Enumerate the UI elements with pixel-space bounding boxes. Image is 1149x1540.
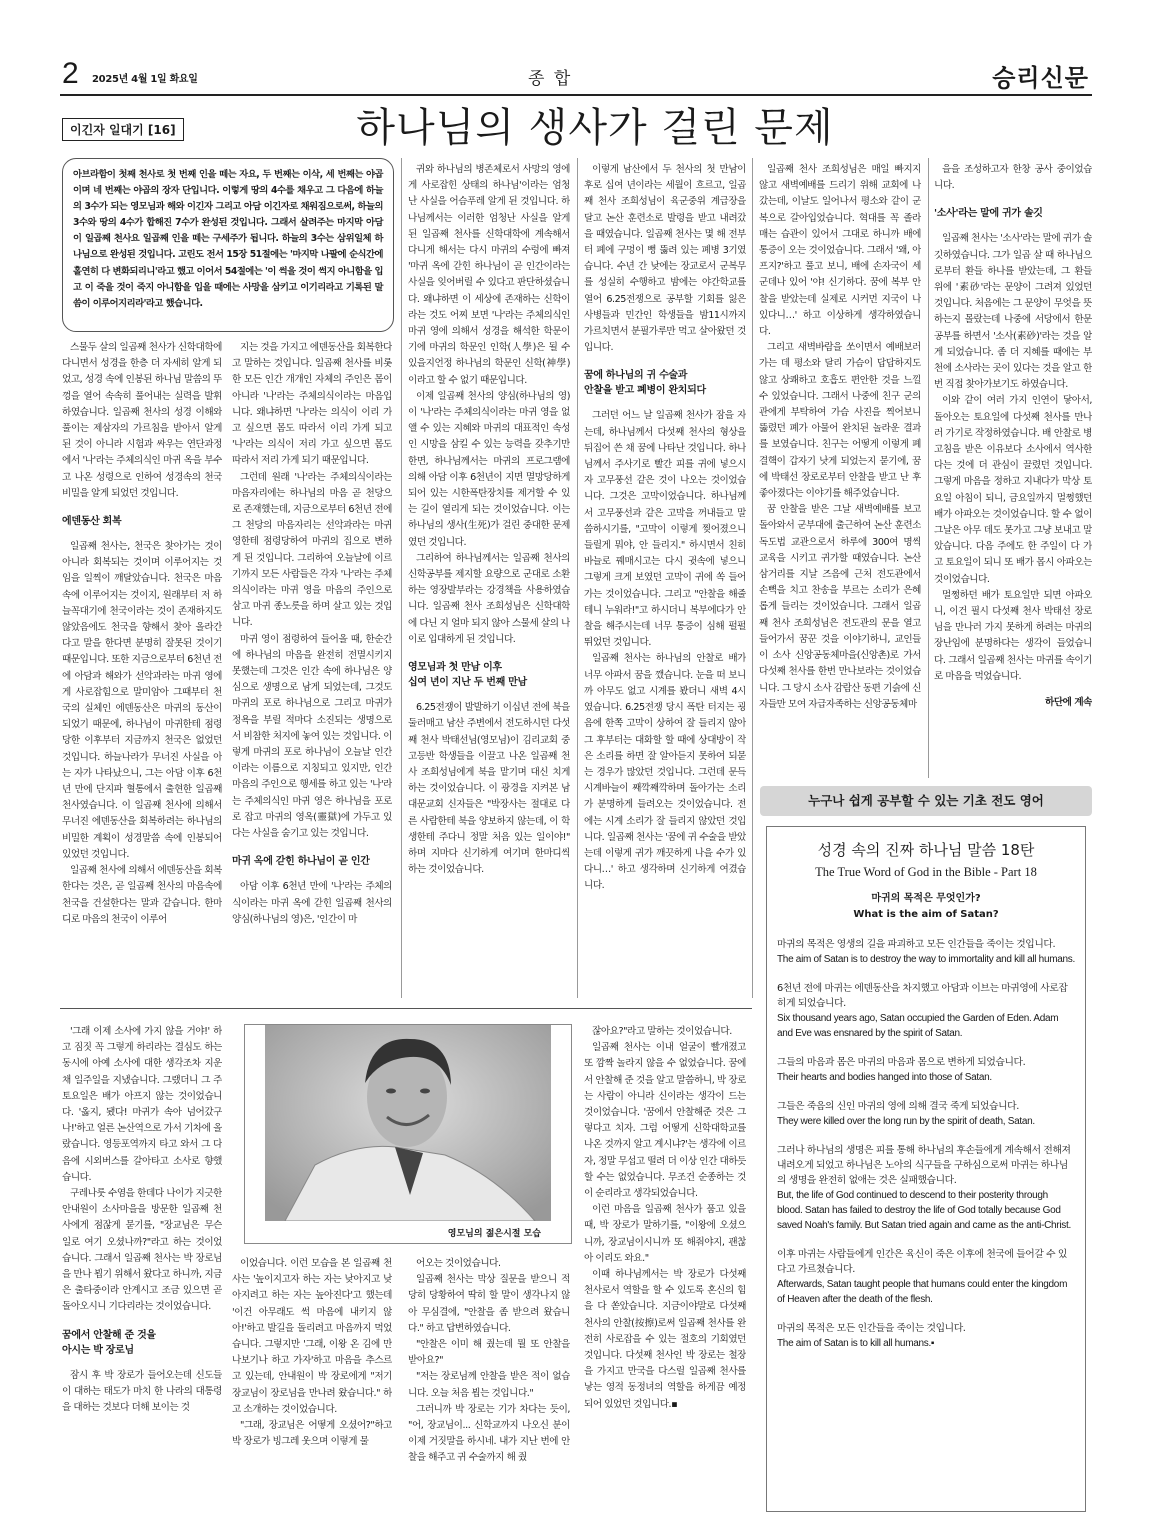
article-column-3 <box>408 162 570 1002</box>
english-sentence: Six thousand years ago, Satan occupied the Garden of Eden. Adam and Eve was ensnared by the spirit of Satan. <box>777 1013 1059 1039</box>
column-divider <box>577 158 578 998</box>
bilingual-pair <box>777 937 1075 967</box>
article-column-1 <box>62 340 222 1000</box>
bilingual-pair <box>777 1321 1075 1351</box>
korean-sentence: 6천년 전에 마귀는 에덴동산을 차지했고 아담과 이브는 마귀영에 사로잡히게 되었습니다. <box>777 983 1068 1009</box>
column-divider <box>752 158 753 998</box>
paragraph: 잠시 후 박 장로가 들어오는데 신도들이 대하는 태도가 마치 한 나라의 대통령을 대하는 것보다 더해 보이는 것 <box>62 1369 222 1414</box>
paragraph: "안찰은 이미 해 줬는데 뭘 또 안찰을 받아요?" <box>408 1339 570 1367</box>
paragraph: 이었습니다. 이런 모습을 본 일곱째 천사는 '높이지고자 하는 자는 낮아지고 낮아지려고 하는 자는 높아진다'고 했는데 '이건 아무래도 썩 마음에 내키지 않아!'하고 발길을 돌리려고 마음까지 먹었습니다. 그렇지만 '그래, 이왕 온 김에 만나보기나 하고 가자'하고 마음을 추스르고 있는데, 안내원이 박 장로에게 "저기 장교님이 장로님을 만나려 왔습니다." 하고 소개하는 것이었습니다. <box>232 1258 392 1415</box>
bilingual-pair <box>777 1143 1075 1233</box>
subheading: '소사'라는 말에 귀가 솔깃 <box>934 208 1043 220</box>
bilingual-pair <box>777 1099 1075 1129</box>
paragraph: 그리하여 하나님께서는 일곱째 천사의 신학공부를 제지할 요량으로 군대로 소환하는 영장발부라는 강경책을 사용하였습니다. 일곱째 천사 조희성님은 신학대학에 다닌 지 얼마 되지 않아 스물세 살의 나이로 입대하게 된 것입니다. <box>408 552 570 645</box>
sidebar-pairs <box>777 937 1075 1351</box>
article-column-4 <box>584 162 746 1002</box>
paragraph: 그런데 원래 '나'라는 주체의식이라는 마음자리에는 하나님의 마음 곧 천당으로 존재했는데, 지금으로부터 6천년 전에 그 천당의 마음자리는 선악과라는 마귀 영한테 점령당하여 마귀의 집으로 변하게 된 것입니다. 그리하여 오늘날에 이르기까지 모든 사람들은 각자 '나'라는 주체의식이라는 마귀 영을 마음의 주인으로 삼고 마귀 종노릇을 하며 살고 있는 것입니다. <box>232 471 392 629</box>
section-rule <box>60 1008 752 1009</box>
paragraph: 일곱째 천사는 막상 질문을 받으니 적당히 당황하여 딱히 할 말이 생각나지 않아 무심결에, "안찰을 좀 받으려 왔습니다." 하고 답변하였습니다. <box>408 1274 570 1334</box>
series-tag: 이긴자 일대기 [16] <box>62 118 184 141</box>
paragraph: 어오는 것이었습니다. <box>416 1258 501 1269</box>
paragraph: 아담 이후 6천년 만에 '나'라는 주체의식이라는 마귀 옥에 갇힌 일곱째 천사의 양심(하나님의 영)은, '인간이 마 <box>232 881 392 925</box>
paragraph: 일곱째 천사는 하나님의 안찰로 배가 너무 아파서 꿈을 깼습니다. 눈을 떠 보니까 아무도 없고 시계를 봤더니 새벽 4시였습니다. 6.25전쟁 당시 폭탄 터지는 굉음에 한쪽 고막이 상하여 잘 들리지 않아 그 후부터는 대화할 할 때에 상대방이 작은 소리를 하면 잘 알아듣지 못하여 되묻는 경우가 많았던 것입니다. 그런데 문득 시계바늘이 째깍째깍하며 돌아가는 소리가 분명하게 들려오는 것이었습니다. 전에는 시계 소리가 잘 들리지 않았던 것입니다. 일곱째 천사는 '꿈에 귀 수술을 받았는데 이렇게 귀가 깨끗하게 나을 수가 있다니…' 하고 생각하며 신기하게 여겼습니다. <box>584 653 746 892</box>
english-sentence: But, the life of God continued to descend to their posterity through blood. Satan has failed to destroy the life of God totally because God saved Noah's family. But Satan tried again and came as the anti-Christ. <box>777 1190 1071 1231</box>
article-column-6 <box>934 162 1092 782</box>
paragraph: 꿈 안찰을 받은 그날 새벽예배를 보고 돌아와서 군부대에 출근하여 논산 훈련소 독도법 교관으로서 하루에 300여 명씩 교육을 시키고 귀가할 때였습니다. 논산 삼거리를 지날 즈음에 근처 전도관에서 손뼉을 치고 찬송을 부르는 소리가 은혜롭게 들리는 것이었습니다. 그래서 일곱째 천사 조희성님은 전도관의 문을 열고 들어가서 꿈꾼 것을 이야기하니, 교인들이 소사 신앙공동체마을(신앙촌)로 가서 다섯째 천사를 한번 만나보라는 것이었습니다. 그 당시 소사 감람산 동편 기슭에 신자들만 모여 자급자족하는 신앙공동체마 <box>759 504 921 710</box>
article-column-2 <box>232 340 392 1000</box>
column-divider <box>401 158 402 998</box>
paragraph: 잖아요?"라고 말하는 것이었습니다. <box>592 1026 732 1037</box>
lower-column-1 <box>62 1024 222 1520</box>
paragraph: 스물두 살의 일곱째 천사가 신학대학에 다니면서 성경을 한층 더 자세히 알게 되었고, 성경 속에 인봉된 하나님 말씀의 뚜껑을 열어 속속히 풀어내는 실력을 발휘하였습니다. 일곱째 천사의 성경 이해와 풀이는 제삼자의 가르침을 받아서 알게 된 것이 아니라 시험과 싸우는 연단과정에서 '나'라는 주체의식인 마귀 옥을 부수고 나온 성령으로 인하여 성경속의 천국 비밀을 알게 되었던 것입니다. <box>62 342 222 499</box>
paragraph: "그래, 장교님은 어떻게 오셨어?"하고 박 장로가 빙그레 웃으며 이렇게 물 <box>232 1420 392 1448</box>
korean-sentence: 마귀의 목적은 영생의 길을 파괴하고 모든 인간들을 죽이는 것입니다. <box>777 939 1056 950</box>
issue-date: 2025년 4월 1일 화요일 <box>92 74 198 85</box>
paragraph: 멀쩡하던 배가 토요일만 되면 아파오니, 이건 필시 다섯째 천사 박태선 장로님을 만나러 가지 못하게 하려는 마귀의 장난임에 분명하다는 생각이 들었습니다. 그래서 일곱째 천사는 마귀를 속이기로 마음을 먹었습니다. <box>934 589 1092 682</box>
subheading: 꿈에 하나님의 귀 수술과 안찰을 받고 폐병이 완치되다 <box>584 370 706 397</box>
sidebar-title-en: The True Word of God in the Bible - Part 18 <box>815 865 1037 879</box>
subheading: 꿈에서 안찰해 준 것을 아시는 박 장로님 <box>62 1329 156 1356</box>
paragraph: 이런 마음을 일곱째 천사가 품고 있을 때, 박 장로가 말하기를, "이왕에 오셨으니까, 장교님이시니까 또 해줘야지, 괜찮아 이리도 와요." <box>584 1204 746 1264</box>
lower-column-2 <box>232 1256 392 1520</box>
paragraph: 을을 조성하고자 한창 공사 중이었습니다. <box>934 164 1092 192</box>
paragraph: 구레나룻 수염을 한데다 나이가 지긋한 안내원이 소사마을을 방문한 일곱째 천사에게 점잖게 묻기를, "장교님은 무슨 일로 여기 오셨나까?"라고 하는 것이었습니다. 그래서 일곱째 천사는 박 장로님을 만나 뵙기 위해서 왔다고 하니까, 지금은 출타중이라 안계시고 조금 있으면 곧 돌아오시니 기다리라는 것이었습니다. <box>62 1188 222 1313</box>
paragraph: 일곱째 천사는 이내 얼굴이 빨개졌고 또 깜짝 놀라지 않을 수 없었습니다. 꿈에서 안찰해 준 것을 알고 말씀하니, 박 장로는 사람이 아니라 신이라는 생각이 드는 것이었습니다. '꿈에서 안찰해준 것은 그렇다고 치자. 그럼 어떻게 신학대학교를 나온 것까지 알고 계시냐?'는 생각에 이르자, 정말 무섭고 떨려 더 이상 인간 대하듯 할 수는 없었습니다. 무조건 순종하는 것이 순리라고 생각되었습니다. <box>584 1042 746 1200</box>
paragraph: 그러던 어느 날 일곱째 천사가 잠을 자는데, 하나님께서 다섯째 천사의 형상을 뒤집어 쓴 채 꿈에 나타난 것입니다. 하나님께서 주사기로 빨간 피를 귀에 넣으시자 고무풍선 같은 것이 나오는 것이었습니다. 그것은 고막이었습니다. 하나님께서 고무풍선과 같은 고막을 꺼내들고 말씀하시기를, "고막이 이렇게 찢어졌으니 들릴게 뭐야, 안 들리지." 하시면서 친히 바늘로 꿰매시고는 다시 귓속에 넣으니 그렇게 크게 보였던 고막이 귀에 쏙 들어가는 것이었습니다. 그리고 "안찰을 해줄 테니 누워라!"고 하시더니 복부에다가 안찰을 해주시는데 너무 통증이 심해 펄펄 뛰었던 것입니다. <box>584 410 746 649</box>
paragraph: 6.25전쟁이 발발하기 이십년 전에 북을 둘러매고 남산 주변에서 전도하시던 다섯째 천사 박태선님(영모님)이 김리교회 중고등반 학생들을 이끌고 나온 일곱째 천사 조희성님에게 북을 맡기며 대신 치게 하는 것이었습니다. 이 광경을 지켜본 남대문교회 신자들은 "박장사는 절대로 다른 사람한테 북을 양보하지 않는데, 이 학생한테 주다니 정말 처음 있는 일이야!" 하며 지마다 신기하게 여기며 한마디씩 하는 것이었습니다. <box>408 702 570 876</box>
english-sentence: Their hearts and bodies hanged into those of Satan. <box>777 1072 992 1083</box>
article-column-5 <box>759 162 921 782</box>
portrait-photo <box>245 1025 571 1221</box>
column-divider <box>928 158 929 778</box>
lead-box <box>62 158 394 332</box>
bilingual-pair <box>777 981 1075 1041</box>
paragraph: 일곱째 천사에 의해서 에덴동산을 회복한다는 것은, 곧 일곱째 천사의 마음속에 천국을 건설한다는 말과 같습니다. 한마디로 마음의 천국이 이루어 <box>62 865 222 925</box>
section-name: 종 합 <box>528 69 573 89</box>
sidebar-question-en: What is the aim of Satan? <box>853 909 999 920</box>
continued-note: 하단에 계속 <box>1045 697 1092 709</box>
paragraph: 귀와 하나님의 병존체로서 사망의 영에게 사로잡힌 상태의 하나님'이라는 엄청난 사실을 어슴푸레 알게 된 것입니다. 하나님께서는 이러한 엄청난 사실을 알게 된 일곱째 천사를 신학대학에 계속해서 다니게 해서는 다시 마귀의 수렁에 빠져 '마귀 옥에 갇힌 하나님이 곧 인간이라는 사실을 잊어버릴 수 있다고 판단하셨습니다. 왜냐하면 이 세상에 존재하는 신학이라는 것도 어찌 보면 '나'라는 주체의식인 마귀 영에 의해서 성경을 해석한 학문이기에 마귀의 학문인 인학(人學)은 될 수 있을지언정 하나님의 학문인 신학(神學)이라고 할 수 없기 때문입니다. <box>408 164 570 386</box>
lead-text: 아브라함이 첫째 천사로 첫 번째 인을 떼는 자요, 두 번째는 이삭, 세 번째는 야곱이며 네 번째는 야곱의 장자 단입니다. 이렇게 땅의 4수를 채우고 그 다음에 하늘의 3수가 되는 영모님과 해와 이긴자 그리고 아담 이긴자로 채워짐으로써, 하늘의 3수와 땅의 4수가 합해진 7수가 완성된 것입니다. 그래서 살려주는 마지막 아담이 일곱째 천사요 일곱째 인을 떼는 구세주가 됩니다. 하늘의 3수는 삼위일체 하나님으로 완성된 것입니다. 고린도 전서 15장 51절에는 '마지막 나팔에 순식간에 홀연히 다 변화되리니'라고 했고 이어서 54절에는 '이 썩을 것이 썩지 아니함을 입고 이 죽을 것이 죽지 아니함을 입을 때에는 사망을 삼키고 이기리라고 기록된 말씀이 이루어지리라'라고 했습니다. <box>73 169 383 309</box>
page-number: 2 <box>62 57 79 90</box>
paragraph: 이제 일곱째 천사의 양심(하나님의 영)이 '나'라는 주체의식이라는 마귀 영을 없앨 수 있는 지혜와 마귀의 대표적인 속성인 시망을 삼킬 수 있는 능력을 갖추기만 한면, 하나님께서는 마귀의 프로그램에 의해 아담 이후 6천년이 지면 멸망당하게 되어 있는 시한폭탄장치를 제거할 수 있는 길이 열리게 되는 것이었습니다. 이는 하나님의 생사(生死)가 걸린 중대한 문제였던 것입니다. <box>408 390 570 548</box>
paragraph: 마귀 영이 점령하여 들어올 때, 한순간에 하나님의 마음을 완전히 전멸시키지 못했는데 그것은 인간 속에 하나님은 양심으로 생명으로 남게 되었는데, 그것도 마귀의 포로 하나님으로 그리고 마귀가 정욕을 부릴 적마다 소진되는 생명으로서 비참한 처지에 놓여 있는 것입니다. 이렇게 마귀의 포로 하나님이 오늘날 인간이라는 이름으로 지칭되고 있지만, 인간 마음의 주인으로 행세를 하고 있는 '나'라는 주체의식인 마귀 영은 하나님을 포로로 잡고 마귀의 영옥(靈獄)에 가두고 있다는 사실을 숨기고 있는 것입니다. <box>232 633 392 840</box>
korean-sentence: 이후 마귀는 사람들에게 인간은 육신이 죽은 이후에 천국에 들어갈 수 있다고 가르쳤습니다. <box>777 1249 1067 1275</box>
english-sentence: Afterwards, Satan taught people that humans could enter the kingdom of Heaven after the death of the flesh. <box>777 1279 1068 1305</box>
subheading: 마귀 옥에 갇힌 하나님이 곧 인간 <box>232 856 370 868</box>
subheading: 에덴동산 회복 <box>62 516 122 528</box>
photo-frame <box>244 1024 572 1244</box>
bilingual-pair <box>777 1055 1075 1085</box>
english-sentence: The aim of Satan is to kill all humans.▪ <box>777 1338 935 1349</box>
sidebar-box <box>766 826 1086 1512</box>
english-sentence: The aim of Satan is to destroy the way to immortality and kill all humans. <box>777 954 1075 965</box>
paragraph: 이렇게 남산에서 두 천사의 첫 만남이후로 십여 년이라는 세월이 흐르고, 일곱째 천사 조희성님이 육군중위 계급장을 달고 논산 훈련소로 발령을 받고 내려갔을 때였습니다. 일곱째 천사는 몇 해 전부터 폐에 구멍이 뻥 뚫려 있는 폐병 3기였습니다. 수년 간 낮에는 장교로서 군복무를 성실히 수행하고 밤에는 야간학교를 열어 6.25전쟁으로 공부할 기회를 잃은 사병들과 민간인 학생들을 밤11시까지 가르치면서 분필가루만 먹고 살아왔던 것입니다. <box>584 164 746 354</box>
paragraph: 일곱째 천사 조희성님은 매일 빠지지 않고 새벽예배를 드리기 위해 교회에 나갔는데, 이날도 일어나서 평소와 같이 군복으로 갈아입었습니다. 혁대를 꼭 졸라매는 습관이 있어서 그대로 하니까 배에 통증이 오는 것이었습니다. 그래서 '왜, 아프지?'하고 풀고 보니, 배에 손자국이 세 군데나 있어 '야! 신기하다. 꿈에 복부 안찰을 받았는데 실제로 시커먼 지국이 나 있다니…' 하고 이상하게 생각하였습니다. <box>759 164 921 338</box>
sidebar-banner: 누구나 쉽게 공부할 수 있는 기초 전도 영어 <box>760 786 1092 816</box>
paragraph: 지는 것을 가지고 에덴동산을 회복한다고 말하는 것입니다. 일곱째 천사를 비롯한 모든 인간 개개인 자체의 주인은 몸이 아니라 '나'라는 주체의식이라는 마음입니다. 왜냐하면 '나'라는 의식이 이리 가고 싶으면 몸도 따라서 이리 가게 되고 '나'라는 의식이 저리 가고 싶으면 몸도 따라서 저리 가게 되기 때문입니다. <box>232 342 392 467</box>
korean-sentence: 그들의 마음과 몸은 마귀의 마음과 몸으로 변하게 되었습니다. <box>777 1057 1026 1068</box>
paragraph: 일곱째 천사는 '소사'라는 말에 귀가 솔깃하였습니다. 그가 일곱 살 때 하나님으로부터 환들 하나를 받았는데, 그 환들 위에 '素砂'라는 문양이 그려져 있었던 것입니다. 처음에는 그 문양이 무엇을 뜻하는지 몰랐는데 나중에 서당에서 한문공부를 하면서 '소사(素砂)'라는 것을 알게 되었습니다. 좀 더 지혜를 때에는 부천에 소사라는 곳이 있다는 것을 알고 한번 직접 찾아가보기도 하였습니다. <box>934 233 1092 391</box>
lower-column-3 <box>408 1256 570 1520</box>
article-title: 하나님의 생사가 걸린 문제 <box>356 105 834 151</box>
korean-sentence: 마귀의 목적은 모든 인간들을 죽이는 것입니다. <box>777 1323 966 1334</box>
paragraph: '그래 이제 소사에 가지 않을 거야!' 하고 짐짓 꼭 그렇게 하리라는 결심도 하는 동시에 아예 소사에 대한 생각조차 지운 채 일주일을 지냈습니다. 그랬더니 그 주 토요일은 배가 아프지 않는 것이었습니다. '옳지, 됐다! 마귀가 속아 넘어갔구나!'하고 얼른 논산역으로 가서 기차에 올랐습니다. 영등포역까지 타고 와서 그 다음에 시외버스를 갈아타고 소사로 향했습니다. <box>62 1026 222 1183</box>
bilingual-pair <box>777 1247 1075 1307</box>
paragraph: 이때 하나님께서는 박 장로가 다섯째 천사로서 역할을 할 수 있도록 혼신의 힘을 다 쏟았습니다. 지금이야말로 다섯째 천사의 안찰(按擦)로써 일곱째 천사를 완전히 사로잡을 수 있는 절호의 기회였던 것입니다. 다섯째 천사인 박 장로는 철장을 가지고 만국을 다스릴 일곱째 천사를 낳는 영적 동정녀의 역할을 하게끔 예정되어 있었던 것입니다.▪ <box>584 1269 746 1410</box>
header-rule <box>60 94 1092 96</box>
paragraph: 그리고 새벽바람을 쏘이면서 예배보러가는 데 평소와 달리 가슴이 답답하지도 않고 상쾌하고 호흡도 편안한 것을 느낄 수 있었습니다. 그래서 나중에 친구 군의관에게 부탁하여 가슴 사진을 찍어보니 뚫렸던 폐가 아물어 완치된 놀라운 결과를 보였습니다. 친구는 어떻게 이렇게 폐결핵이 갑자기 낫게 되었는지 묻기에, 꿈에 박태선 장로로부터 안찰을 받고 난 후 좋아졌다는 이야기를 해주었습니다. <box>759 342 921 500</box>
korean-sentence: 그러나 하나님의 생명은 피를 통해 하나님의 후손들에게 계속해서 전해져 내려오게 되었고 하나님은 노아의 식구들을 구하심으로써 마귀는 하나님의 생명을 완전히 없애는 것은 실패했습니다. <box>777 1145 1071 1186</box>
subheading: 영모님과 첫 만남 이후 십여 년이 지난 두 번째 만남 <box>408 662 527 689</box>
photo-caption: 영모님의 젊은시절 모습 <box>447 1229 541 1239</box>
newspaper-brand: 승리신문 <box>992 64 1089 92</box>
sidebar-title-ko: 성경 속의 진짜 하나님 말씀 18탄 <box>817 841 1035 859</box>
paragraph: 그러니까 박 장로는 기가 차다는 듯이, "어, 장교님이... 신학교까지 나오신 분이 이제 거짓말을 하시네. 내가 지난 번에 안찰을 해주고 귀 수술까지 해 줬 <box>408 1403 570 1464</box>
korean-sentence: 그들은 죽음의 신인 마귀의 영에 의해 결국 죽게 되었습니다. <box>777 1101 1019 1112</box>
paragraph: "저는 장로님께 안찰을 받은 적이 없습니다. 오늘 처음 뵙는 것입니다." <box>408 1371 570 1399</box>
sidebar-question-ko: 마귀의 목적은 무엇인가? <box>871 893 981 904</box>
lower-column-4 <box>584 1024 746 1520</box>
english-sentence: They were killed over the long run by the spirit of death, Satan. <box>777 1116 1035 1127</box>
paragraph: 이와 같이 여러 가지 인연이 닿아서, 돌아오는 토요일에 다섯째 천사를 만나러 가기로 작정하였습니다. 배 안찰로 병고침을 받은 이유보다 소사에서 역사한다는 것에 더 관심이 끌렸던 것입니다. 그렇게 마음을 정하고 지내다가 막상 토요일 아침이 되니, 금요일까지 멀쩡했던 배가 아파오는 것이었습니다. 할 수 없이 그날은 아무 데도 못가고 그냥 보내고 말았습니다. 다음 주에도 한 주일이 다 가고 토요일이 되니 또 배가 몹시 아파오는 것이었습니다. <box>934 395 1092 585</box>
paragraph: 일곱째 천사는, 천국은 찾아가는 것이 아니라 회복되는 것이며 이루어지는 것임을 일찍이 깨달았습니다. 천국은 마음속에 이루어지는 것이지, 원래부터 저 하늘꼭대기에 천국이라는 것이 존재하지도 않았음에도 천국을 향해서 찾아 올라간다고 말을 한다면 분명히 잘못된 것이기 때문입니다. 또한 지금으로부터 6천년 전에 아담과 해와가 선악과라는 마귀 영에게 사로잡힘으로 말미암아 그때부터 천국의 실체인 에덴동산은 마귀의 동산이 되었기 때문에, 하나님이 마귀한테 점령당한 이후부터 지금까지 천국은 없었던 것입니다. 하늘나라가 무너진 사실을 아는 자가 나타났으니, 그는 아담 이후 6천년 만에 단지파 혈통에서 출현한 일곱째 천사였습니다. 이 일곱째 천사에 의해서 무너진 에덴동산을 회복하려는 하나님의 비밀한 계획이 성경말씀 속에 인봉되어 있었던 것입니다. <box>62 541 222 860</box>
